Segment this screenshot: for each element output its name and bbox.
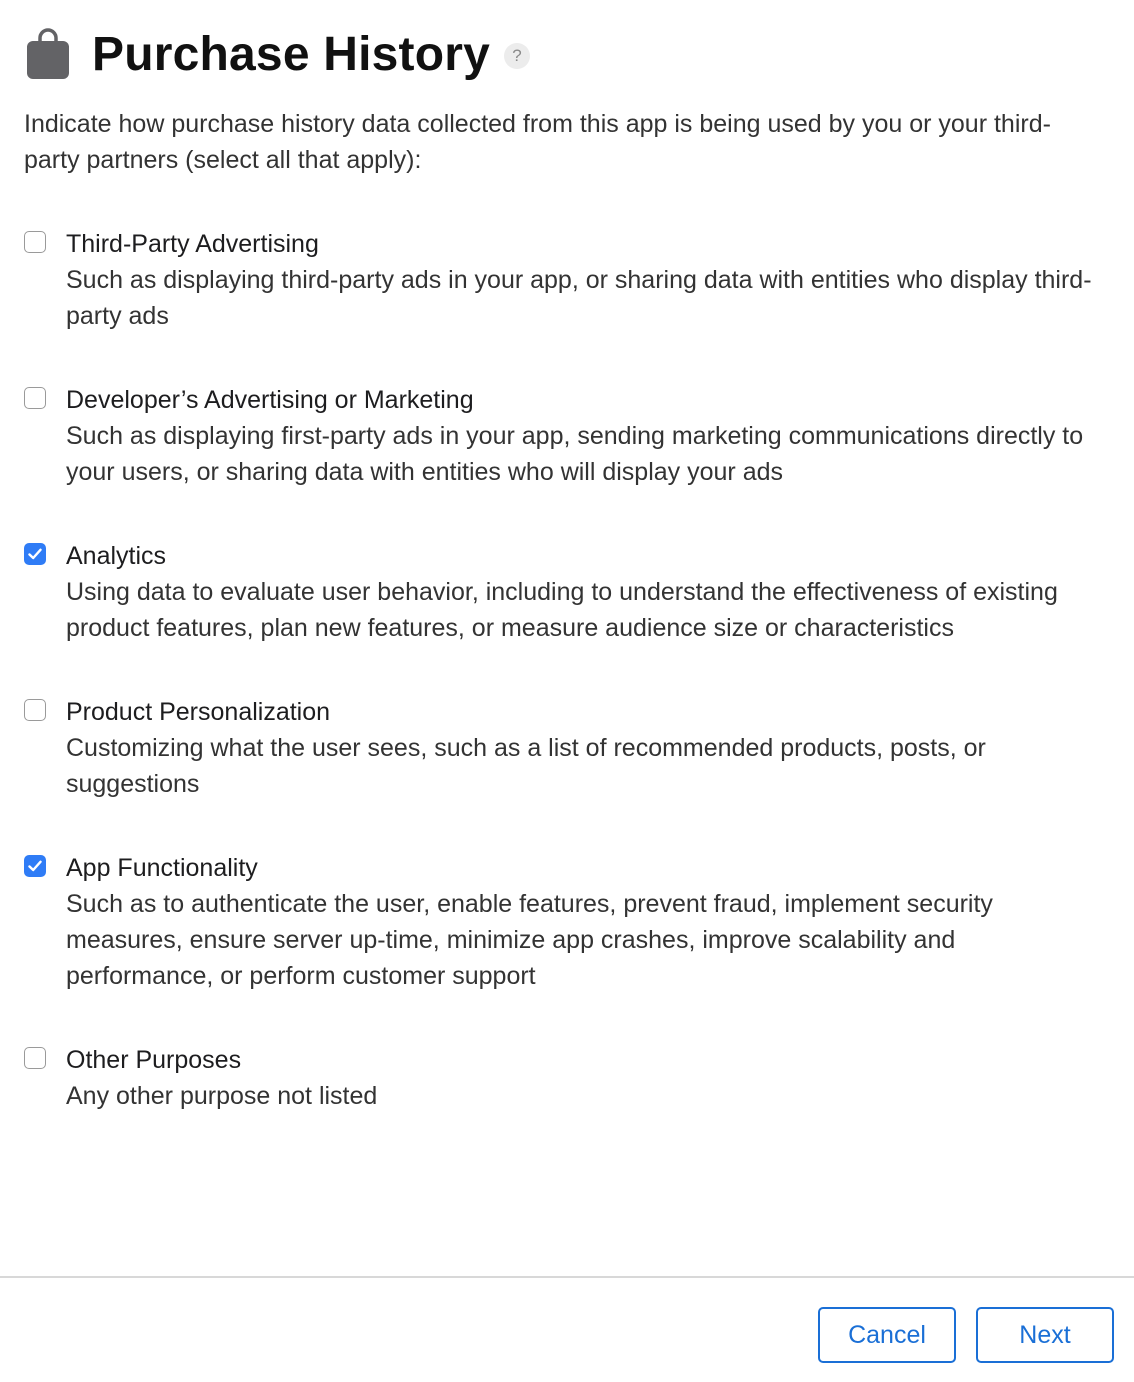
option-description: Such as displaying first-party ads in your app, sending marketing communications directly to your users, or sharing data with entities who will display your ads [66,422,1084,486]
option-product-personalization[interactable] [24,694,1104,802]
option-label: Developer’s Advertising or Marketing [66,386,474,414]
checkbox[interactable] [24,699,46,721]
option-description: Such as displaying third-party ads in your app, or sharing data with entities who display third-party ads [66,266,1092,330]
option-description: Such as to authenticate the user, enable features, prevent fraud, implement security measures, ensure server up-time, minimize app crashes, improve scalability and performance, or perform customer support [66,890,993,990]
shopping-bag-icon [26,28,70,80]
checkbox[interactable] [24,855,46,877]
option-label: Other Purposes [66,1046,242,1074]
next-button[interactable]: Next [976,1307,1114,1363]
checkbox[interactable] [24,1047,46,1069]
option-label: Third-Party Advertising [66,230,319,258]
option-app-functionality[interactable] [24,850,1104,994]
checkbox[interactable] [24,387,46,409]
checkbox[interactable] [24,543,46,565]
option-description: Any other purpose not listed [66,1082,378,1110]
option-third-party-advertising[interactable] [24,226,1104,334]
footer-divider [0,1276,1134,1278]
page-title: Purchase History [92,27,491,81]
help-icon[interactable]: ? [504,43,530,69]
page-header [26,24,530,84]
option-label: Analytics [66,542,167,570]
option-other-purposes[interactable] [24,1042,1104,1114]
intro-text: Indicate how purchase history data collected from this app is being used by you or your third-party partners (select all that apply): [24,110,1051,174]
option-description: Customizing what the user sees, such as a list of recommended products, posts, or suggestions [66,734,986,798]
cancel-button[interactable]: Cancel [818,1307,956,1363]
option-description: Using data to evaluate user behavior, including to understand the effectiveness of existing product features, plan new features, or measure audience size or characteristics [66,578,1058,642]
option-label: App Functionality [66,854,258,882]
option-analytics[interactable] [24,538,1104,646]
checkmark-icon [28,860,42,872]
checkbox[interactable] [24,231,46,253]
option-developers-advertising[interactable] [24,382,1104,490]
purpose-options-list [24,226,1104,1162]
checkmark-icon [28,548,42,560]
option-label: Product Personalization [66,698,331,726]
